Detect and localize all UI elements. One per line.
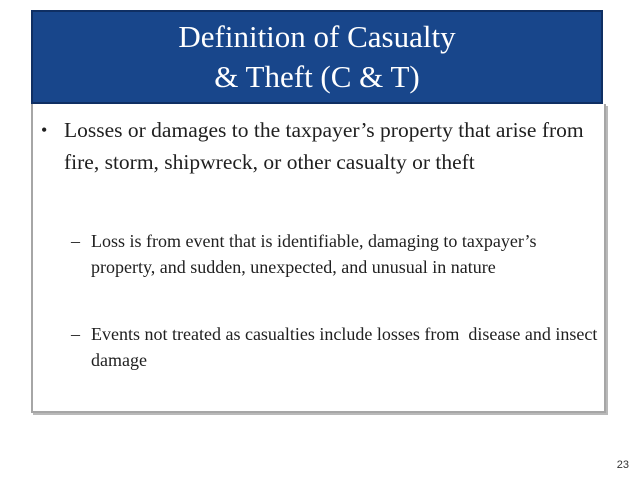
dash-icon: – bbox=[71, 231, 80, 251]
slide-title-box bbox=[31, 10, 603, 104]
slide-title-line-1: Definition of Casualty bbox=[178, 19, 456, 54]
dash-icon: – bbox=[71, 324, 80, 344]
bullet-icon: • bbox=[41, 120, 48, 140]
main-bullet-text: Losses or damages to the taxpayer’s property that arise from fire, storm, shipwreck, or other casualty or theft bbox=[64, 118, 584, 174]
sub-bullet-text: Events not treated as casualties include losses from disease and insect damage bbox=[91, 324, 602, 370]
page-number: 23 bbox=[616, 459, 629, 471]
sub-bullet-text: Loss is from event that is identifiable, damaging to taxpayer’s property, and sudden, unexpected, and unusual in nature bbox=[91, 231, 537, 277]
slide-title-line-2: & Theft (C & T) bbox=[214, 59, 420, 94]
content-box bbox=[31, 104, 606, 413]
